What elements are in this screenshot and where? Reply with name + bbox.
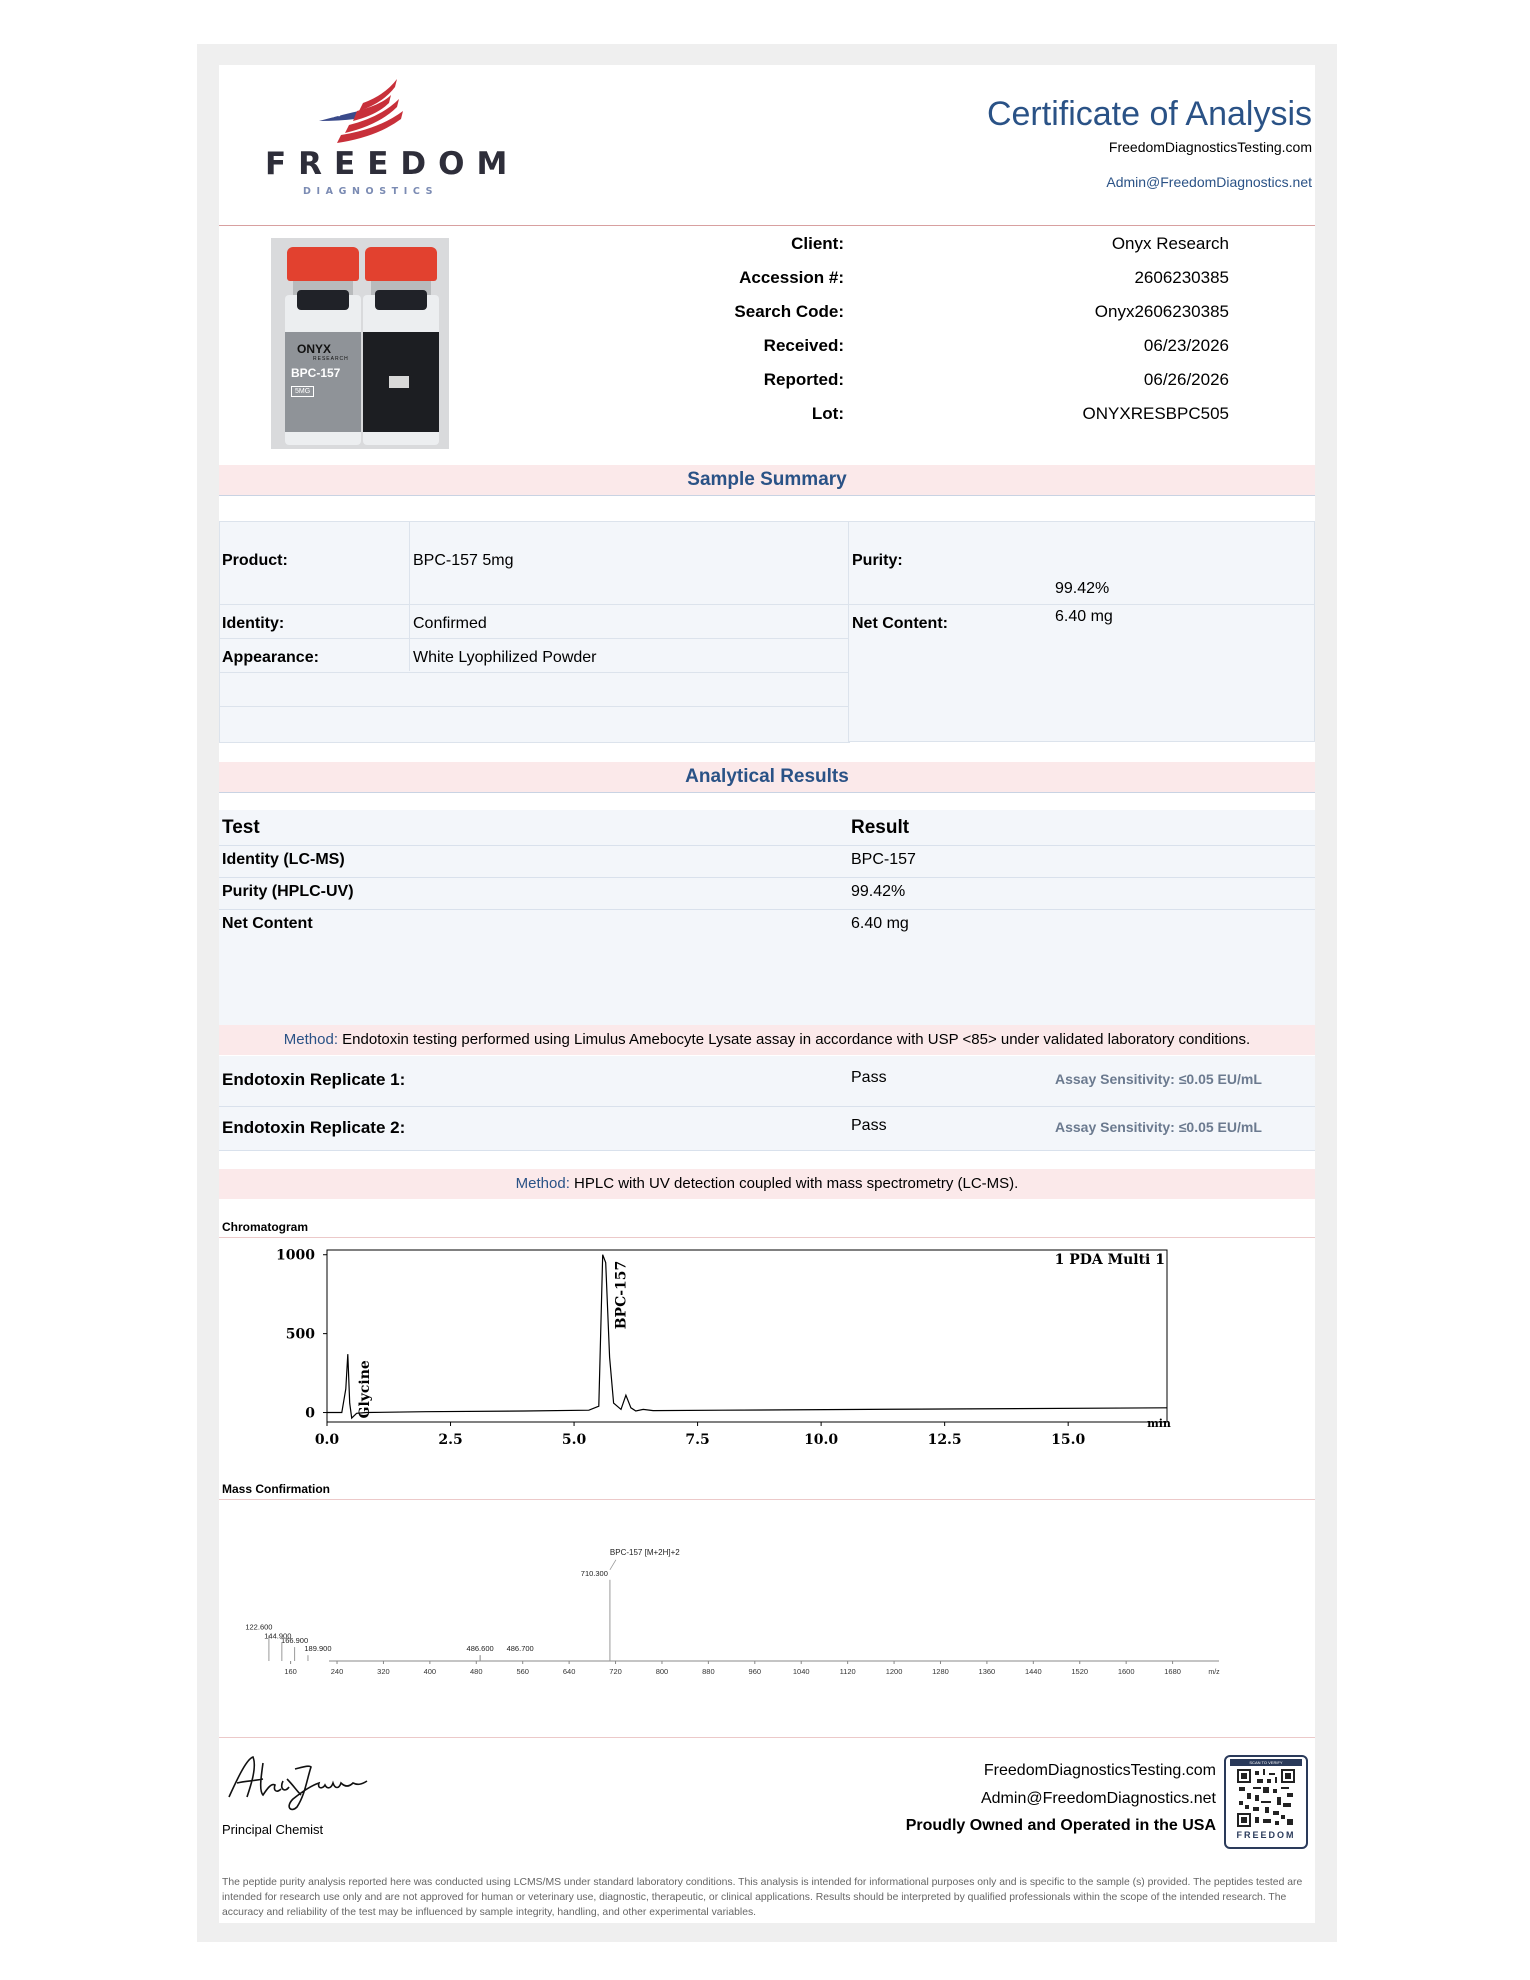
endotoxin-label: Endotoxin Replicate 1: — [222, 1070, 406, 1089]
qr-pattern-icon — [1237, 1769, 1295, 1827]
vial-brand: ONYX — [297, 342, 332, 356]
assay-sensitivity: Assay Sensitivity: ≤0.05 EU/mL — [1055, 1119, 1262, 1135]
peak-label: 486.600 — [466, 1644, 494, 1654]
mass-confirmation-title: Mass Confirmation — [222, 1482, 331, 1496]
peak-label: 710.300 — [580, 1568, 608, 1578]
x-tick-label: 480 — [470, 1667, 483, 1676]
x-tick-label: 1600 — [1117, 1667, 1135, 1676]
x-tick-label: 1680 — [1164, 1667, 1181, 1676]
chart-legend: 1 PDA Multi 1 — [1054, 1252, 1165, 1268]
peak-label: 486.700 — [506, 1644, 534, 1654]
info-label: Accession #: — [739, 268, 844, 287]
info-value: 2606230385 — [1134, 268, 1229, 287]
info-value: Onyx2606230385 — [1094, 302, 1229, 321]
footer-email: Admin@FreedomDiagnostics.net — [980, 1790, 1216, 1807]
peak-label: 122.600 — [245, 1622, 273, 1632]
result-test-name: Identity (LC-MS) — [222, 851, 345, 868]
certificate-page — [219, 65, 1315, 1923]
x-tick-label: 2.5 — [438, 1432, 463, 1448]
mass-spectrum-chart — [245, 1535, 1259, 1676]
col-result-header: Result — [851, 817, 910, 838]
plot-frame — [327, 1250, 1167, 1422]
identity-value: Confirmed — [413, 615, 487, 632]
peak-label: 189.900 — [304, 1644, 332, 1654]
signer-title: Principal Chemist — [222, 1822, 324, 1837]
info-label: Reported: — [763, 370, 844, 389]
assay-sensitivity: Assay Sensitivity: ≤0.05 EU/mL — [1055, 1071, 1262, 1087]
product-value: BPC-157 5mg — [413, 552, 514, 569]
col-test-header: Test — [222, 817, 260, 838]
appearance-label: Appearance: — [222, 649, 319, 666]
x-tick-label: 800 — [655, 1667, 669, 1676]
x-tick-label: 240 — [330, 1667, 344, 1676]
hplc-method — [219, 1169, 1315, 1199]
flag-icon — [319, 77, 415, 147]
disclaimer: The peptide purity analysis reported here was conducted using LCMS/MS under standard laboratory conditions. This analysis is intended for informational purposes only and is specific to the sample (s) provided. The peptides tested are intended for research use only and are not approved for human or veterinary use, diagnostic, therapeutic, or clinical applications. Results should be interpreted by qualified professionals within the scope of the intended research. The accuracy and reliability of the test may be influenced by sample integrity, handling, and other experimental variables. — [222, 1877, 1303, 1918]
info-value: 06/26/2026 — [1143, 370, 1229, 389]
chromatogram-title: Chromatogram — [222, 1220, 309, 1234]
net-content-label: Net Content: — [852, 615, 948, 632]
purity-value: 99.42% — [1055, 580, 1110, 597]
signature-image — [223, 1745, 373, 1815]
method-text: Endotoxin testing performed using Limulus Amebocyte Lysate assay in accordance with USP <85> under validated laboratory conditions. — [338, 1031, 1251, 1048]
x-tick-label: 1520 — [1071, 1667, 1089, 1676]
result-value: 6.40 mg — [851, 915, 909, 932]
footer-tagline: Proudly Owned and Operated in the USA — [905, 1817, 1216, 1834]
summary-left-panel — [219, 521, 850, 743]
analytical-results-heading: Analytical Results — [219, 762, 1315, 793]
identity-label: Identity: — [222, 615, 285, 632]
x-unit-label: m/z — [1208, 1669, 1220, 1676]
x-tick-label: 720 — [609, 1667, 622, 1676]
qr-label: FREEDOM — [1236, 1830, 1296, 1840]
product-label: Product: — [222, 552, 288, 569]
chromatogram-chart — [259, 1242, 1239, 1462]
x-tick-label: 640 — [562, 1667, 576, 1676]
endotoxin-result: Pass — [851, 1117, 887, 1134]
vial-product: BPC-157 — [291, 366, 341, 380]
x-tick-label: 0.0 — [314, 1432, 340, 1448]
sample-summary-heading: Sample Summary — [219, 465, 1315, 496]
appearance-value: White Lyophilized Powder — [413, 649, 597, 666]
info-value: Onyx Research — [1111, 234, 1229, 253]
result-test-name: Net Content — [222, 915, 313, 932]
endotoxin-result: Pass — [851, 1069, 887, 1086]
info-label: Lot: — [811, 404, 844, 423]
info-value: 06/23/2026 — [1143, 336, 1229, 355]
x-tick-label: 880 — [702, 1667, 715, 1676]
x-tick-label: 15.0 — [1051, 1432, 1086, 1448]
document-title: Certificate of Analysis — [986, 95, 1312, 133]
purity-label: Purity: — [852, 552, 903, 569]
peak-label: BPC-157 — [613, 1260, 630, 1330]
x-tick-label: 320 — [377, 1667, 390, 1676]
peak-label: 144.900 — [264, 1631, 292, 1641]
x-tick-label: 1280 — [932, 1667, 949, 1676]
header-divider — [219, 225, 1315, 226]
info-label: Client: — [791, 234, 844, 253]
x-tick-label: 7.5 — [685, 1432, 710, 1448]
x-unit-label: min — [1147, 1417, 1171, 1430]
y-tick-label: 1000 — [276, 1247, 315, 1264]
x-tick-label: 1200 — [885, 1667, 903, 1676]
method-text: HPLC with UV detection coupled with mass spectrometry (LC-MS). — [569, 1175, 1019, 1192]
results-table — [219, 810, 1315, 1025]
info-value: ONYXRESBPC505 — [1082, 404, 1229, 423]
endotoxin-label: Endotoxin Replicate 2: — [222, 1118, 406, 1137]
y-tick-label: 0 — [305, 1405, 315, 1422]
result-value: 99.42% — [851, 883, 906, 900]
x-tick-label: 160 — [284, 1667, 297, 1676]
peak-label: 166.900 — [281, 1636, 309, 1646]
net-content-value: 6.40 mg — [1055, 608, 1113, 625]
qr-code: SCAN TO VERIFY FREEDOM — [1224, 1755, 1308, 1849]
x-tick-label: 960 — [748, 1667, 762, 1676]
method-label: Method: — [515, 1175, 570, 1192]
header-email: Admin@FreedomDiagnostics.net — [1106, 174, 1312, 190]
info-label: Received: — [763, 336, 844, 355]
info-label: Search Code: — [734, 302, 844, 321]
x-tick-label: 560 — [516, 1667, 529, 1676]
x-tick-label: 1120 — [839, 1667, 856, 1676]
peak-label: Glycine — [356, 1360, 373, 1419]
x-tick-label: 400 — [423, 1667, 437, 1676]
logo-subtitle: DIAGNOSTICS — [303, 186, 439, 197]
x-tick-label: 12.5 — [927, 1432, 962, 1448]
result-value: BPC-157 — [851, 851, 916, 868]
x-tick-label: 10.0 — [804, 1432, 839, 1448]
product-photo: ONYX RESEARCH BPC-157 5MG — [271, 238, 449, 449]
annotation-label: BPC-157 [M+2H]+2 — [609, 1547, 680, 1557]
footer-website: FreedomDiagnosticsTesting.com — [983, 1762, 1216, 1779]
chromatogram-trace — [327, 1255, 1167, 1418]
x-tick-label: 1040 — [792, 1667, 810, 1676]
y-tick-label: 500 — [285, 1326, 315, 1343]
result-test-name: Purity (HPLC-UV) — [222, 883, 354, 900]
method-label: Method: — [283, 1031, 338, 1048]
logo-wordmark: FREEDOM — [265, 146, 520, 182]
x-tick-label: 5.0 — [561, 1432, 587, 1448]
endotoxin-method — [219, 1025, 1315, 1055]
header-website: FreedomDiagnosticsTesting.com — [1108, 139, 1312, 155]
x-tick-label: 1440 — [1024, 1667, 1042, 1676]
annotation-leader — [610, 1560, 616, 1570]
x-tick-label: 1360 — [978, 1667, 996, 1676]
